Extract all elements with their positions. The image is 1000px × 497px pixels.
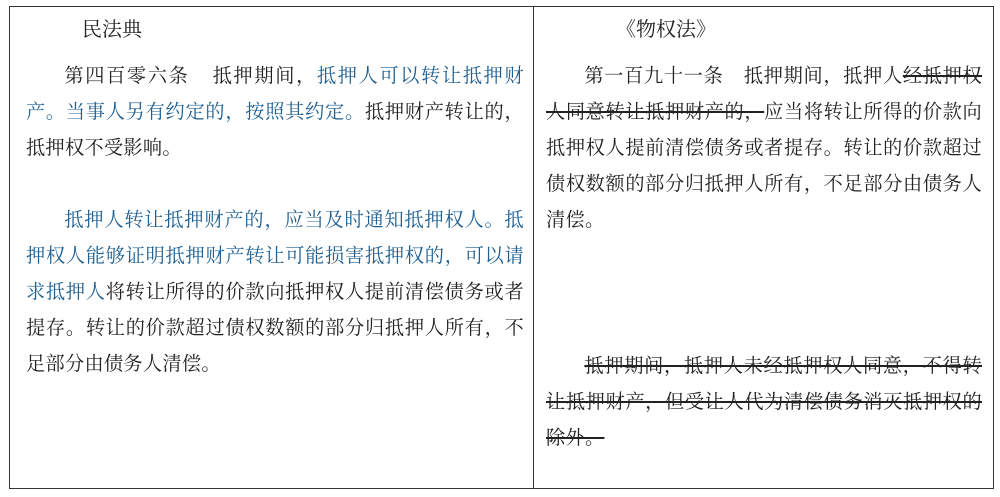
column-divider <box>533 7 534 488</box>
property-law-heading: 《物权法》 <box>616 17 716 41</box>
lead-text: 抵押期间，抵押人 <box>743 64 903 87</box>
civil-code-heading: 民法典 <box>82 17 142 41</box>
civil-code-article-406-para-2 <box>26 202 524 382</box>
new-provision-text: 抵押人可以转让抵押财产。当事人另有约定的，按照其约定。 <box>26 64 525 123</box>
property-law-article-191-para-1 <box>546 58 982 238</box>
article-number: 第四百零六条 <box>64 64 190 87</box>
deleted-text: 经抵押权人同意转让抵押财产的， <box>546 64 982 123</box>
civil-code-article-406-para-1 <box>26 58 524 166</box>
deleted-text: 抵押期间，抵押人未经抵押权人同意，不得转让抵押财产，但受让人代为清偿债务消灭抵押权的除外。 <box>546 354 982 449</box>
article-number: 第一百九十一条 <box>584 64 724 87</box>
new-provision-text: 抵押人转让抵押财产的，应当及时通知抵押权人。抵押权人能够证明抵押财产转让可能损害抵押权的，可以请求抵押人 <box>26 208 524 303</box>
tail-text: 应当将转让所得的价款向抵押权人提前清偿债务或者提存。转让的价款超过债权数额的部分归抵押人所有，不足部分由债务人清偿。 <box>546 100 982 231</box>
property-law-article-191-para-2 <box>546 348 982 456</box>
comparison-table <box>9 6 994 489</box>
lead-text: 抵押期间， <box>212 64 317 87</box>
tail-text: 抵押财产转让的，抵押权不受影响。 <box>26 100 524 159</box>
tail-text: 将转让所得的价款向抵押权人提前清偿债务或者提存。转让的价款超过债权数额的部分归抵押人所有，不足部分由债务人清偿。 <box>26 280 524 375</box>
